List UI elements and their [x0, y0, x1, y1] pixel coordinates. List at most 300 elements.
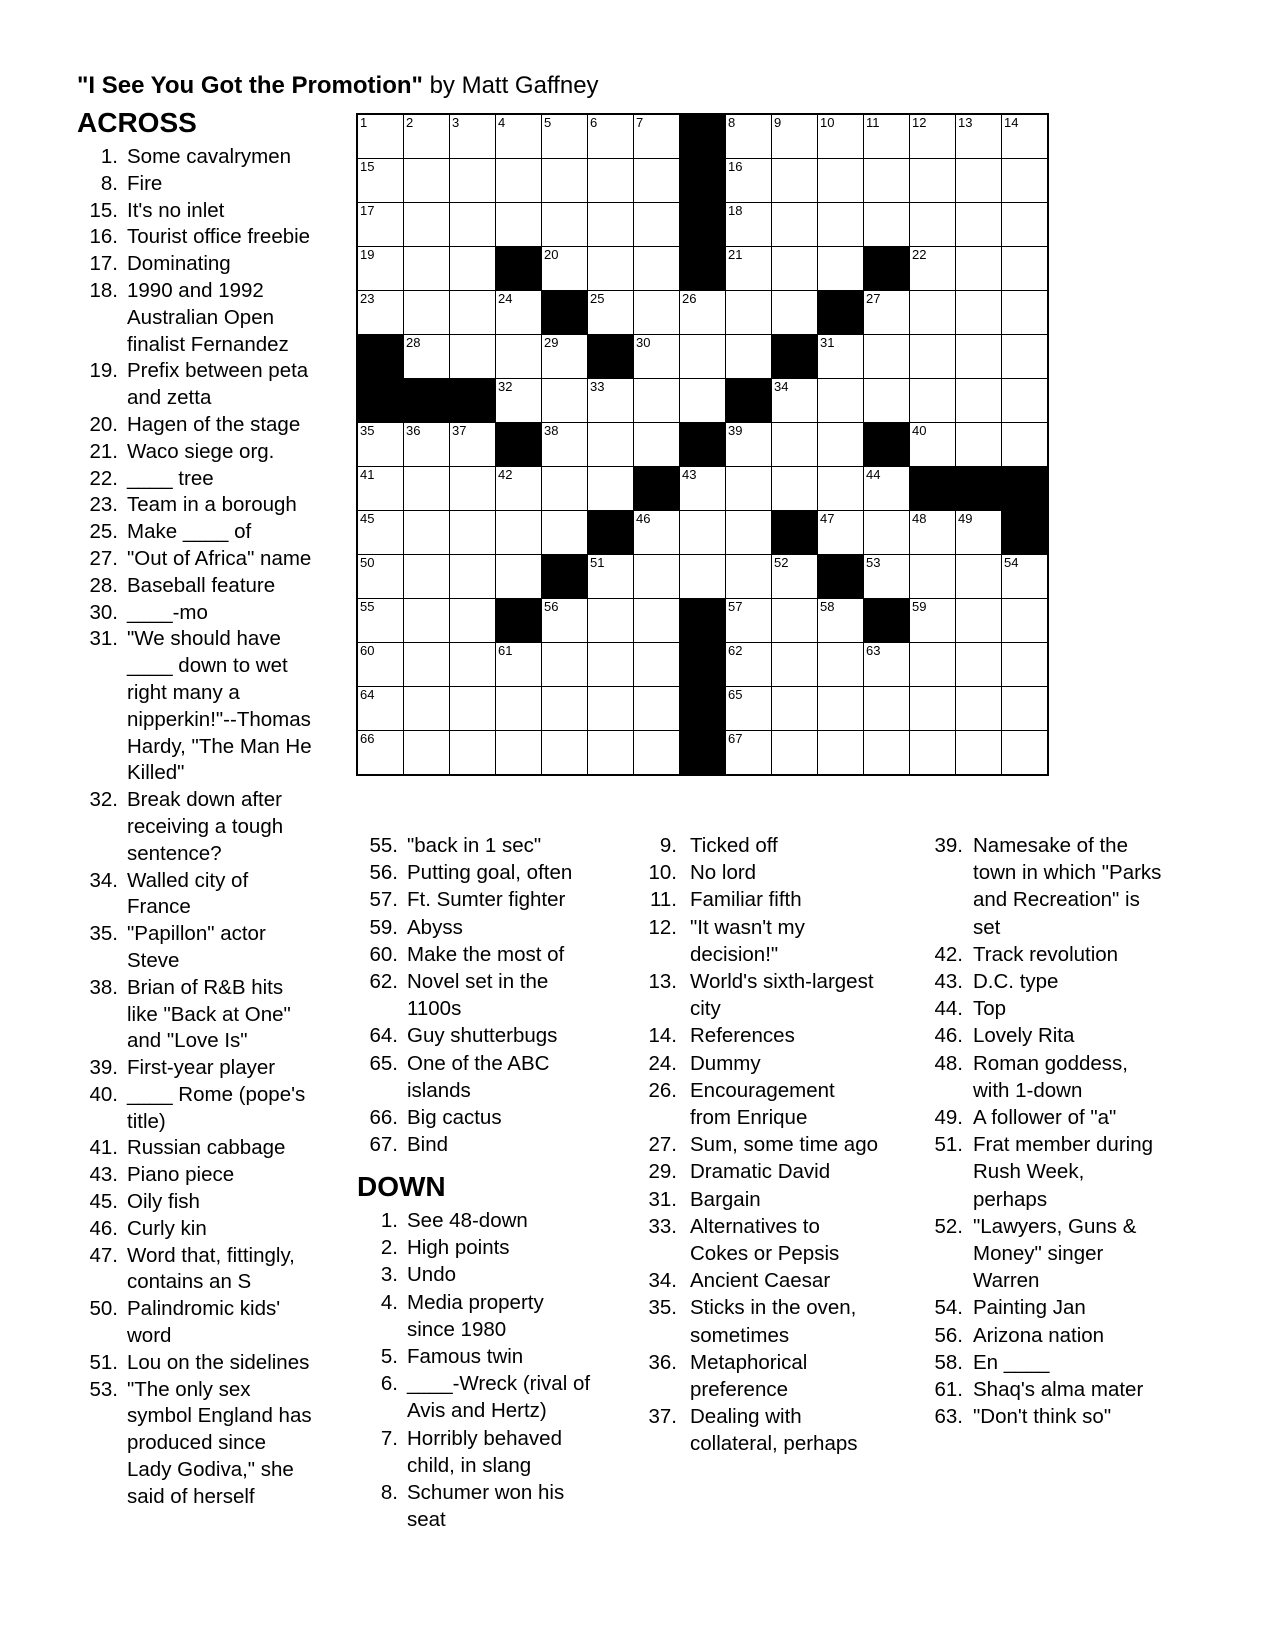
grid-cell[interactable]	[1002, 687, 1047, 730]
clue-number: 25.	[89, 520, 118, 544]
grid-cell[interactable]	[404, 731, 449, 774]
down-clues-column-4	[920, 832, 1162, 1430]
grid-cell[interactable]	[818, 687, 863, 730]
clue-text: Roman goddess, with 1-down	[973, 1051, 1128, 1102]
grid-cell[interactable]	[588, 379, 633, 422]
grid-cell[interactable]	[772, 115, 817, 158]
grid-cell[interactable]	[634, 247, 679, 290]
grid-cell[interactable]	[726, 731, 771, 774]
clue-text: Palindromic kids' word	[127, 1297, 281, 1348]
grid-cell[interactable]	[772, 599, 817, 642]
grid-cell[interactable]	[634, 511, 679, 554]
cell-number: 25	[590, 291, 605, 306]
grid-cell[interactable]	[818, 467, 863, 510]
grid-cell[interactable]	[1002, 203, 1047, 246]
grid-cell[interactable]	[358, 203, 403, 246]
clue-text: Arizona nation	[973, 1323, 1105, 1347]
clue-item	[920, 1403, 1162, 1430]
cell-number: 65	[728, 687, 743, 702]
clue-text: Horribly behaved child, in slang	[407, 1426, 562, 1477]
grid-cell[interactable]	[864, 643, 909, 686]
grid-cell[interactable]	[634, 643, 679, 686]
clue-text: Team in a borough	[127, 493, 297, 517]
cell-number: 31	[820, 335, 835, 350]
clue-number: 34.	[648, 1269, 677, 1293]
grid-cell[interactable]	[404, 247, 449, 290]
grid-cell-black	[404, 379, 449, 422]
clue-item	[352, 1343, 592, 1370]
clue-text: Ft. Sumter fighter	[407, 888, 566, 912]
clue-text: Sum, some time ago	[690, 1133, 878, 1157]
grid-cell-black	[496, 247, 541, 290]
grid-cell[interactable]	[450, 291, 495, 334]
grid-cell[interactable]	[680, 379, 725, 422]
clue-number: 33.	[648, 1214, 677, 1238]
grid-cell[interactable]	[910, 247, 955, 290]
down-clues-column-2	[352, 1207, 592, 1533]
grid-cell[interactable]	[1002, 291, 1047, 334]
grid-cell[interactable]	[956, 687, 1001, 730]
clue-number: 5.	[380, 1345, 398, 1369]
grid-cell[interactable]	[818, 511, 863, 554]
clue-text: "We should have ____ down to wet right many a nipperkin!"--Thomas Hardy, "The Man He Killed"	[127, 627, 312, 785]
clue-number: 57.	[369, 888, 398, 912]
grid-cell[interactable]	[956, 731, 1001, 774]
cell-number: 19	[360, 247, 375, 262]
clue-text: ____-mo	[127, 600, 208, 624]
grid-cell[interactable]	[1002, 335, 1047, 378]
grid-cell-black	[358, 379, 403, 422]
grid-cell[interactable]	[404, 291, 449, 334]
grid-cell[interactable]	[772, 555, 817, 598]
grid-cell[interactable]	[864, 687, 909, 730]
grid-cell[interactable]	[726, 643, 771, 686]
grid-cell-black	[680, 643, 725, 686]
grid-cell[interactable]	[818, 423, 863, 466]
clue-number: 59.	[369, 915, 398, 939]
clue-number: 48.	[934, 1051, 963, 1075]
grid-cell[interactable]	[404, 511, 449, 554]
clue-item	[622, 859, 880, 886]
clue-number: 36.	[648, 1350, 677, 1374]
clue-text: Word that, fittingly, contains an S	[127, 1243, 295, 1294]
grid-cell[interactable]	[680, 555, 725, 598]
grid-cell[interactable]	[496, 511, 541, 554]
grid-cell-black	[496, 423, 541, 466]
grid-cell[interactable]	[726, 335, 771, 378]
grid-cell[interactable]	[450, 643, 495, 686]
clue-item	[352, 832, 592, 859]
grid-cell[interactable]	[864, 467, 909, 510]
grid-cell[interactable]	[634, 731, 679, 774]
grid-cell[interactable]	[358, 731, 403, 774]
clue-number: 28.	[89, 573, 118, 597]
grid-cell[interactable]	[772, 159, 817, 202]
grid-cell-black	[634, 467, 679, 510]
grid-cell[interactable]	[818, 247, 863, 290]
grid-cell[interactable]	[634, 115, 679, 158]
grid-cell[interactable]	[496, 335, 541, 378]
grid-cell[interactable]	[588, 115, 633, 158]
cell-number: 43	[682, 467, 697, 482]
grid-cell[interactable]	[864, 511, 909, 554]
grid-cell[interactable]	[588, 555, 633, 598]
grid-cell[interactable]	[450, 511, 495, 554]
clue-text: Tourist office freebie	[127, 225, 311, 249]
grid-cell[interactable]	[818, 731, 863, 774]
grid-cell[interactable]	[1002, 731, 1047, 774]
grid-cell[interactable]	[496, 467, 541, 510]
clue-number: 27.	[89, 546, 118, 570]
grid-cell[interactable]	[772, 467, 817, 510]
clue-text: Bind	[407, 1133, 449, 1157]
grid-cell[interactable]	[634, 335, 679, 378]
clue-item	[622, 1267, 880, 1294]
grid-cell[interactable]	[726, 599, 771, 642]
grid-cell[interactable]	[634, 379, 679, 422]
cell-number: 8	[728, 115, 736, 130]
grid-cell[interactable]	[404, 335, 449, 378]
clue-text: Guy shutterbugs	[407, 1024, 558, 1048]
grid-cell[interactable]	[772, 731, 817, 774]
grid-cell[interactable]	[634, 423, 679, 466]
grid-cell[interactable]	[910, 203, 955, 246]
grid-cell[interactable]	[404, 115, 449, 158]
grid-cell[interactable]	[542, 159, 587, 202]
clue-item	[77, 1162, 315, 1189]
grid-cell[interactable]	[496, 687, 541, 730]
grid-cell[interactable]	[864, 555, 909, 598]
grid-cell[interactable]	[910, 159, 955, 202]
clue-number: 56.	[934, 1323, 963, 1347]
grid-cell[interactable]	[910, 555, 955, 598]
grid-cell[interactable]	[1002, 159, 1047, 202]
grid-cell[interactable]	[772, 423, 817, 466]
clue-item	[77, 358, 315, 412]
grid-cell[interactable]	[956, 203, 1001, 246]
clue-number: 64.	[369, 1024, 398, 1048]
clue-text: Dummy	[690, 1051, 761, 1075]
cell-number: 16	[728, 159, 743, 174]
clue-number: 8.	[380, 1481, 398, 1505]
grid-cell[interactable]	[496, 291, 541, 334]
clue-number: 24.	[648, 1051, 677, 1075]
grid-cell[interactable]	[450, 203, 495, 246]
grid-cell[interactable]	[864, 335, 909, 378]
grid-cell[interactable]	[404, 159, 449, 202]
clue-item	[920, 1131, 1162, 1213]
grid-cell[interactable]	[910, 687, 955, 730]
grid-cell[interactable]	[450, 731, 495, 774]
grid-cell[interactable]	[450, 599, 495, 642]
grid-cell[interactable]	[358, 687, 403, 730]
grid-cell[interactable]	[404, 467, 449, 510]
clue-item	[622, 1050, 880, 1077]
grid-cell[interactable]	[1002, 599, 1047, 642]
grid-cell[interactable]	[910, 379, 955, 422]
grid-cell[interactable]	[450, 335, 495, 378]
grid-cell-black	[680, 687, 725, 730]
clue-item	[352, 914, 592, 941]
clue-item	[352, 941, 592, 968]
grid-cell[interactable]	[956, 247, 1001, 290]
grid-cell[interactable]	[358, 643, 403, 686]
grid-cell[interactable]	[542, 247, 587, 290]
grid-cell[interactable]	[404, 555, 449, 598]
grid-cell[interactable]	[680, 511, 725, 554]
grid-cell[interactable]	[358, 511, 403, 554]
grid-cell[interactable]	[1002, 115, 1047, 158]
grid-cell[interactable]	[542, 511, 587, 554]
grid-cell[interactable]	[588, 423, 633, 466]
cell-number: 6	[590, 115, 598, 130]
grid-cell[interactable]	[542, 687, 587, 730]
grid-cell[interactable]	[634, 687, 679, 730]
grid-cell[interactable]	[450, 159, 495, 202]
grid-cell-black	[864, 423, 909, 466]
grid-cell[interactable]	[450, 555, 495, 598]
grid-cell[interactable]	[496, 643, 541, 686]
clue-number: 29.	[648, 1160, 677, 1184]
grid-cell[interactable]	[496, 159, 541, 202]
grid-cell[interactable]	[772, 291, 817, 334]
clue-item	[77, 1082, 315, 1136]
grid-cell[interactable]	[358, 423, 403, 466]
cell-number: 30	[636, 335, 651, 350]
grid-cell[interactable]	[910, 115, 955, 158]
grid-cell[interactable]	[680, 335, 725, 378]
cell-number: 54	[1004, 555, 1019, 570]
grid-cell[interactable]	[726, 467, 771, 510]
grid-cell[interactable]	[772, 643, 817, 686]
grid-cell[interactable]	[726, 555, 771, 598]
grid-cell[interactable]	[910, 423, 955, 466]
grid-cell[interactable]	[358, 467, 403, 510]
grid-cell[interactable]	[634, 203, 679, 246]
grid-cell[interactable]	[956, 159, 1001, 202]
grid-cell[interactable]	[772, 379, 817, 422]
grid-cell[interactable]	[404, 643, 449, 686]
grid-cell[interactable]	[588, 687, 633, 730]
grid-cell[interactable]	[450, 687, 495, 730]
clue-number: 51.	[89, 1350, 118, 1374]
cell-number: 32	[498, 379, 513, 394]
cell-number: 63	[866, 643, 881, 658]
grid-cell[interactable]	[358, 159, 403, 202]
grid-cell[interactable]	[1002, 423, 1047, 466]
grid-cell[interactable]	[956, 379, 1001, 422]
cell-number: 37	[452, 423, 467, 438]
grid-cell[interactable]	[588, 467, 633, 510]
grid-cell[interactable]	[910, 599, 955, 642]
grid-cell[interactable]	[910, 731, 955, 774]
clue-item	[77, 492, 315, 519]
grid-cell[interactable]	[956, 511, 1001, 554]
cell-number: 13	[958, 115, 973, 130]
grid-cell[interactable]	[1002, 379, 1047, 422]
clue-item	[77, 1055, 315, 1082]
grid-cell[interactable]	[588, 599, 633, 642]
clue-item	[352, 859, 592, 886]
clue-text: ____ Rome (pope's title)	[127, 1082, 306, 1133]
grid-cell[interactable]	[956, 115, 1001, 158]
grid-cell[interactable]	[588, 291, 633, 334]
clue-item	[352, 1234, 592, 1261]
grid-cell[interactable]	[864, 203, 909, 246]
grid-cell[interactable]	[818, 115, 863, 158]
grid-cell[interactable]	[404, 423, 449, 466]
grid-cell-black	[864, 247, 909, 290]
grid-cell[interactable]	[864, 115, 909, 158]
grid-cell[interactable]	[726, 247, 771, 290]
grid-cell[interactable]	[634, 159, 679, 202]
grid-cell[interactable]	[818, 159, 863, 202]
grid-cell[interactable]	[542, 379, 587, 422]
clue-item	[77, 787, 315, 867]
clue-item	[622, 1186, 880, 1213]
clue-item	[77, 975, 315, 1055]
grid-cell[interactable]	[956, 335, 1001, 378]
clue-text: Metaphorical preference	[690, 1350, 808, 1402]
grid-cell[interactable]	[588, 731, 633, 774]
clue-text: Familiar fifth	[690, 888, 802, 912]
clue-item	[77, 868, 315, 922]
clue-number: 20.	[89, 412, 118, 436]
grid-cell[interactable]	[956, 291, 1001, 334]
grid-cell[interactable]	[450, 467, 495, 510]
grid-cell[interactable]	[772, 247, 817, 290]
grid-cell[interactable]	[818, 335, 863, 378]
grid-cell[interactable]	[634, 599, 679, 642]
grid-cell[interactable]	[956, 423, 1001, 466]
clue-text: Brian of R&B hits like "Back at One" and "Love Is"	[127, 975, 291, 1053]
grid-cell[interactable]	[726, 291, 771, 334]
clue-item	[77, 626, 315, 787]
grid-cell[interactable]	[680, 467, 725, 510]
grid-cell[interactable]	[542, 423, 587, 466]
grid-cell[interactable]	[864, 291, 909, 334]
clue-number: 38.	[89, 975, 118, 999]
grid-cell[interactable]	[956, 643, 1001, 686]
grid-cell[interactable]	[680, 291, 725, 334]
grid-cell[interactable]	[358, 599, 403, 642]
clue-text: World's sixth-largest city	[690, 970, 874, 1021]
grid-cell[interactable]	[496, 555, 541, 598]
grid-cell[interactable]	[358, 115, 403, 158]
grid-cell[interactable]	[588, 643, 633, 686]
clue-text: "Out of Africa" name	[127, 546, 312, 570]
grid-cell[interactable]	[450, 247, 495, 290]
grid-cell[interactable]	[542, 203, 587, 246]
grid-cell-black	[1002, 467, 1047, 510]
grid-cell[interactable]	[864, 159, 909, 202]
clue-item	[77, 251, 315, 278]
grid-cell[interactable]	[450, 115, 495, 158]
clue-number: 46.	[89, 1216, 118, 1240]
grid-cell[interactable]	[910, 291, 955, 334]
grid-cell[interactable]	[634, 555, 679, 598]
clue-item	[352, 1104, 592, 1131]
clue-text: Famous twin	[407, 1345, 524, 1369]
grid-cell[interactable]	[910, 643, 955, 686]
grid-cell[interactable]	[772, 687, 817, 730]
grid-cell[interactable]	[542, 115, 587, 158]
grid-cell[interactable]	[496, 379, 541, 422]
grid-cell[interactable]	[404, 599, 449, 642]
grid-cell[interactable]	[496, 203, 541, 246]
grid-cell[interactable]	[726, 203, 771, 246]
grid-cell-black	[680, 731, 725, 774]
grid-cell[interactable]	[358, 555, 403, 598]
grid-cell[interactable]	[818, 203, 863, 246]
clue-item	[920, 1376, 1162, 1403]
grid-cell[interactable]	[404, 203, 449, 246]
grid-cell[interactable]	[634, 291, 679, 334]
grid-cell[interactable]	[496, 115, 541, 158]
grid-cell[interactable]	[542, 731, 587, 774]
grid-cell[interactable]	[726, 423, 771, 466]
clue-number: 41.	[89, 1136, 118, 1160]
grid-cell[interactable]	[450, 423, 495, 466]
grid-cell[interactable]	[772, 203, 817, 246]
clue-text: Schumer won his seat	[407, 1481, 565, 1532]
grid-cell[interactable]	[1002, 555, 1047, 598]
grid-cell[interactable]	[726, 159, 771, 202]
clue-text: Namesake of the town in which "Parks and Recreation" is set	[973, 834, 1162, 939]
grid-cell[interactable]	[726, 687, 771, 730]
grid-cell[interactable]	[542, 467, 587, 510]
grid-cell[interactable]	[818, 599, 863, 642]
grid-cell[interactable]	[588, 203, 633, 246]
grid-cell[interactable]	[404, 687, 449, 730]
grid-cell[interactable]	[726, 115, 771, 158]
clue-text: Russian cabbage	[127, 1136, 286, 1160]
clue-text: Ancient Caesar	[690, 1269, 831, 1293]
grid-cell[interactable]	[726, 511, 771, 554]
grid-cell[interactable]	[956, 555, 1001, 598]
clue-text: Some cavalrymen	[127, 145, 292, 168]
grid-cell[interactable]	[1002, 247, 1047, 290]
puzzle-title-text: "I See You Got the Promotion"	[77, 72, 423, 99]
clue-number: 31.	[89, 627, 118, 651]
grid-cell[interactable]	[588, 159, 633, 202]
clue-number: 15.	[89, 198, 118, 222]
grid-cell[interactable]	[910, 511, 955, 554]
clue-text: One of the ABC islands	[407, 1051, 550, 1102]
grid-cell[interactable]	[910, 335, 955, 378]
clue-number: 26.	[648, 1078, 677, 1102]
grid-cell[interactable]	[818, 379, 863, 422]
grid-cell[interactable]	[542, 643, 587, 686]
grid-cell[interactable]	[542, 335, 587, 378]
grid-cell-black	[358, 335, 403, 378]
clue-item	[77, 921, 315, 975]
cell-number: 21	[728, 247, 743, 262]
clue-number: 46.	[934, 1024, 963, 1048]
grid-cell[interactable]	[1002, 643, 1047, 686]
grid-cell[interactable]	[496, 731, 541, 774]
grid-cell[interactable]	[358, 291, 403, 334]
grid-cell[interactable]	[818, 643, 863, 686]
grid-cell-black	[726, 379, 771, 422]
clue-text: 1990 and 1992 Australian Open finalist Fernandez	[127, 278, 289, 356]
grid-cell[interactable]	[588, 247, 633, 290]
grid-cell[interactable]	[358, 247, 403, 290]
grid-cell[interactable]	[864, 731, 909, 774]
grid-cell[interactable]	[542, 599, 587, 642]
grid-cell[interactable]	[864, 379, 909, 422]
grid-cell[interactable]	[956, 599, 1001, 642]
